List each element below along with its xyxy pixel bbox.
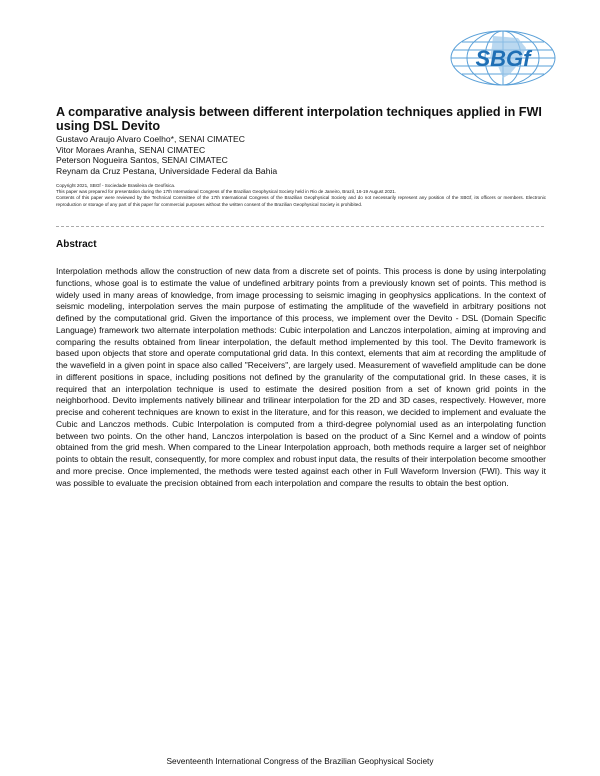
author: Gustavo Araujo Alvaro Coelho*, SENAI CIMATEC <box>56 134 245 144</box>
author: Vitor Moraes Aranha, SENAI CIMATEC <box>56 144 206 155</box>
copyright-notice <box>56 183 546 208</box>
svg-text:SBGf: SBGf <box>475 46 531 71</box>
divider <box>56 226 544 227</box>
copyright-line: Copyright 2021, SBGf - Sociedade Brasileira de Geofísica. <box>56 183 176 188</box>
copyright-line: This paper was prepared for presentation during the 17th International Congress of the Brazilian Geophysical Society held in Rio de Janeiro, Brazil, 16-19 August 2021. <box>56 189 397 195</box>
author: Peterson Nogueira Santos, SENAI CIMATEC <box>56 155 228 166</box>
author: Reynam da Cruz Pestana, Universidade Federal da Bahia <box>56 165 278 176</box>
page-footer: Seventeenth International Congress of the Brazilian Geophysical Society <box>166 756 434 766</box>
sbgf-logo <box>448 28 558 88</box>
abstract-body: Interpolation methods allow the construction of new data from a discrete set of points. This process is done by using interpolating functions, whose goal is to estimate the value of undefined arbitrary points from a previously known set of points. This method is widely used in many areas of knowledge, from image processing to seismic imaging in geophysics applications. In the context of seismic modeling, interpolation serves the main purpose of estimating the amplitude of the wavefield in arbitrary positions not defined by the computational grid. Given the importance of this process, we implement over the Devito - DSL (Domain Specific Language) framework two alternate interpolation methods: Cubic interpolation and Lanczos interpolation, aiming at improving and comparing the results obtained from linear interpolation, the default method implemented by this tool. The Devito framework is based upon objects that store and operate computational grid data. In this context, elements that aim at recording the amplitude of the wavefield in a given point in space also called "Receivers", are largely used. Measurement of wavefield amplitude can be done in different positions in space, including positions not defined by the granularity of the computational grid. In these cases, it is required that an interpolation technique is used to estimate the desired position from a set of known grid points in the neighborhood. Devito implements natively bilinear and trilinear interpolation for the 2D and 3D cases, respectively. However, more precise and coherent techniques are known to exist in the literature, and for this reason, we decided to implement and evaluate the Cubic and Lanczos methods. Cubic Interpolation is computed from a third-degree polynomial used as an interpolating function between two points. On the other hand, Lanczos interpolation is based on the product of a Sinc Kernel and a window of points obtained from the grid mesh. When compared to the Linear Interpolation approach, both methods require a larger set of neighbor points to obtain the result, consequently, for more complex and robust input data, the results of their interpolation become smoother and more precise. Once implemented, the methods were tested against each other in Full Waveform Inversion (FWI). This way it was possible to evaluate the precision obtained from each interpolation and compare the results to obtain the best option. <box>56 266 546 488</box>
paper-title: A comparative analysis between different interpolation techniques applied in FWI using DSL Devito <box>56 105 542 133</box>
copyright-line: Contents of this paper were reviewed by the Technical Committee of the 17th International Congress of the Brazilian Geophysical Society and do not necessarily represent any position of the SBGf, its officers or members. Electronic reproduction or storage of any part of this paper for commercial purposes without the written consent of the Brazilian Geophysical Society is prohibited. <box>56 195 546 207</box>
author-list <box>56 134 277 176</box>
abstract-heading: Abstract <box>56 239 97 250</box>
